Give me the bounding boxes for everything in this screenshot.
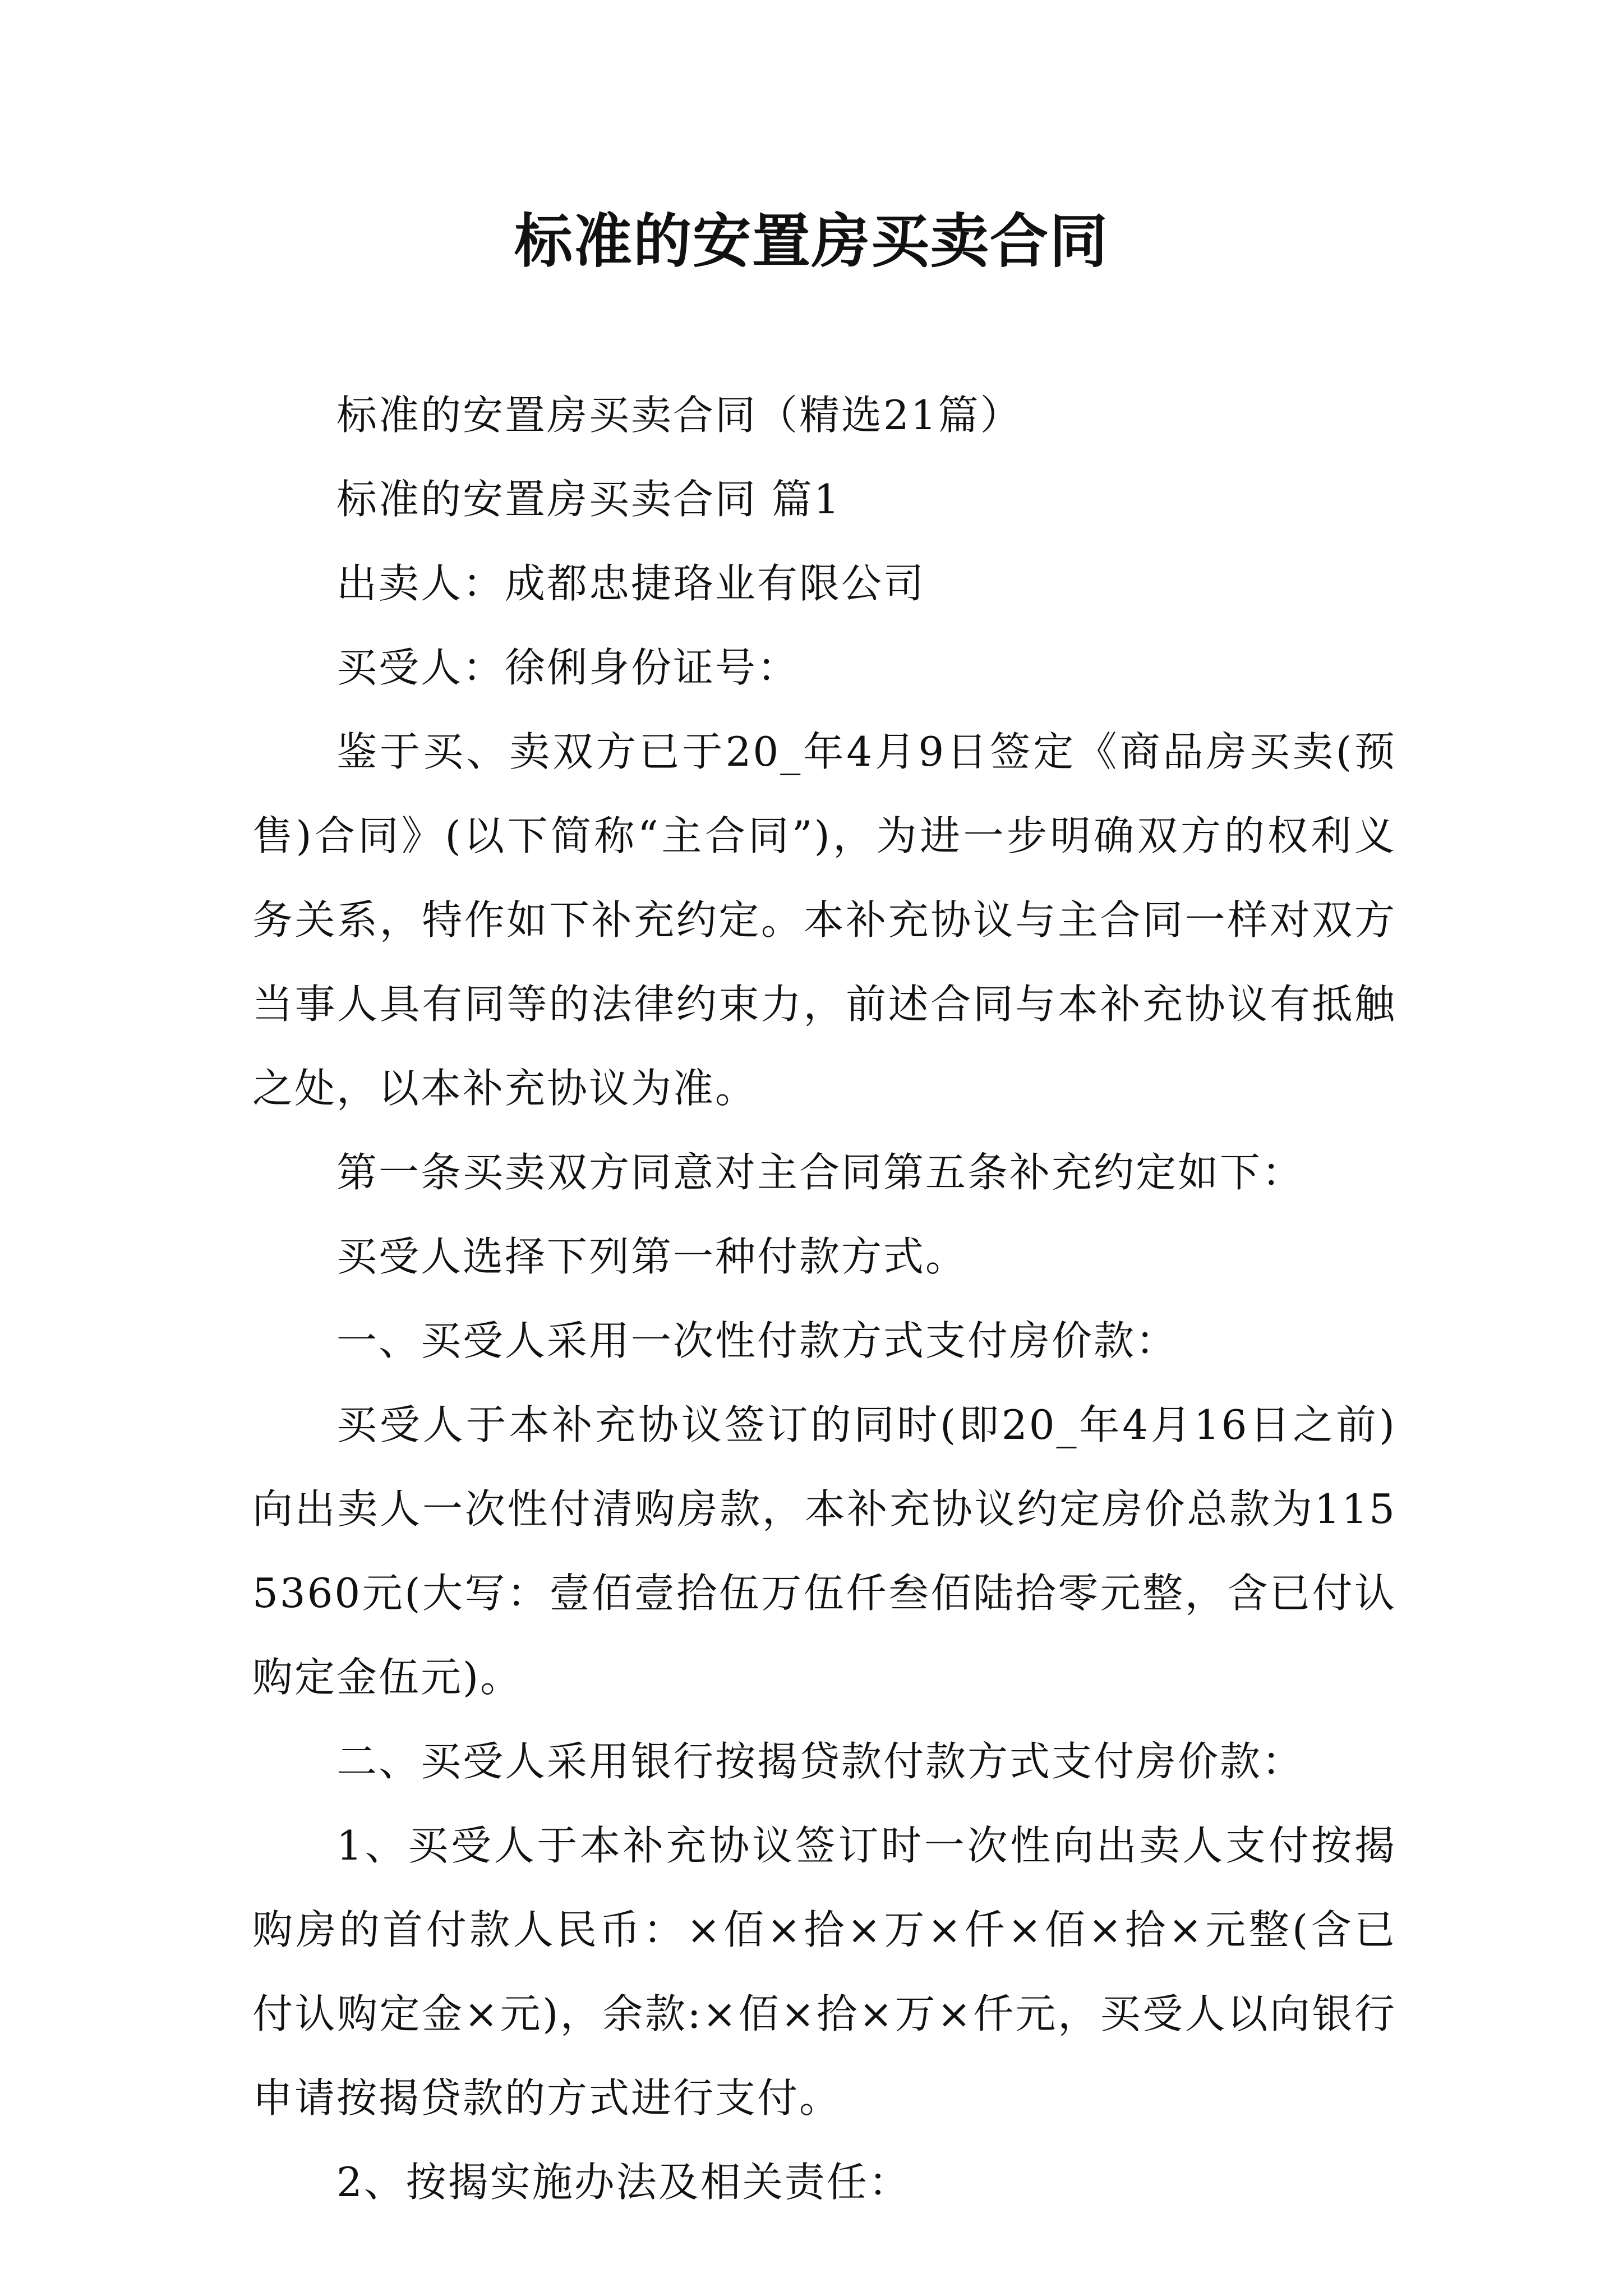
document-body [252, 373, 1396, 2224]
paragraph-subtitle: 标准的安置房买卖合同（精选21篇） [336, 392, 1022, 439]
paragraph-section-heading: 标准的安置房买卖合同 篇1 [336, 476, 841, 523]
document-title: 标准的安置房买卖合同 [514, 207, 1109, 275]
paragraph-buyer: 买受人：徐俐身份证号： [336, 644, 800, 691]
paragraph-option-one-detail: 买受人于本补充协议签订的同时(即20_年4月16日之前)向出卖人一次性付清购房款，本补充协议约定房价总款为1155360元(大写：壹佰壹拾伍万伍仟叁佰陆拾零元整，含已付认购定金伍元)。 [252, 1401, 1396, 1701]
paragraph-option-two: 二、买受人采用银行按揭贷款付款方式支付房价款： [336, 1738, 1304, 1785]
paragraph-option-two-item-1: 1、买受人于本补充协议签订时一次性向出卖人支付按揭购房的首付款人民币：×佰×拾×万×仟×佰×拾×元整(含已付认购定金×元)，余款:×佰×拾×万×仟元，买受人以向银行申请按揭贷款的方式进行支付。 [252, 1822, 1396, 2122]
paragraph-option-two-item-2: 2、按揭实施办法及相关责任： [336, 2159, 911, 2206]
paragraph-option-one: 一、买受人采用一次性付款方式支付房价款： [336, 1317, 1178, 1364]
paragraph-seller: 出卖人：成都忠捷珞业有限公司 [336, 560, 926, 607]
paragraph-article-one: 第一条买卖双方同意对主合同第五条补充约定如下： [336, 1149, 1304, 1196]
paragraph-payment-choice: 买受人选择下列第一种付款方式。 [336, 1233, 968, 1280]
paragraph-preamble: 鉴于买、卖双方已于20_年4月9日签定《商品房买卖(预售)合同》(以下简称“主合同”)，为进一步明确双方的权利义务关系，特作如下补充约定。本补充协议与主合同一样对双方当事人具有同等的法律约束力，前述合同与本补充协议有抵触之处，以本补充协议为准。 [252, 728, 1396, 1112]
